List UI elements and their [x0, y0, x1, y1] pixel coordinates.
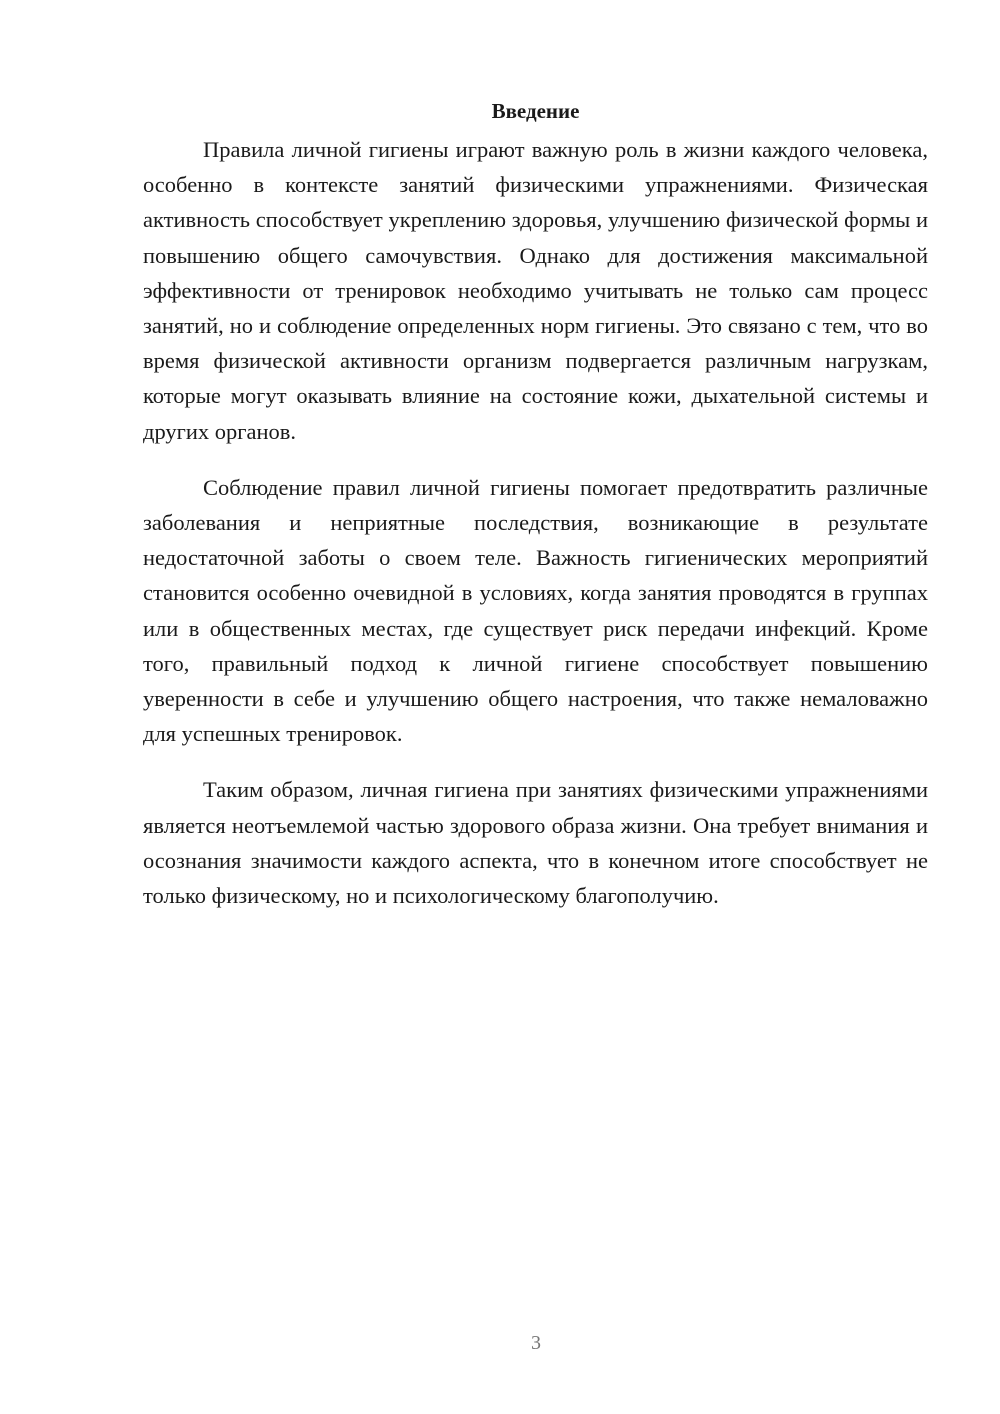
page-content [143, 96, 928, 934]
paragraph-3: Таким образом, личная гигиена при занятиях физическими упражнениями является неотъемлемой частью здорового образа жизни. Она требует внимания и осознания значимости каждого аспекта, что в конечном итоге способствует не только физическому, но и психологическому благополучию. [143, 777, 928, 909]
section-heading: Введение [491, 99, 580, 123]
paragraph-2: Соблюдение правил личной гигиены помогает предотвратить различные заболевания и неприятные последствия, возникающие в результате недостаточной заботы о своем теле. Важность гигиенических мероприятий становится особенно очевидной в условиях, когда занятия проводятся в группах или в общественных местах, где существует риск передачи инфекций. Кроме того, правильный подход к личной гигиене способствует повышению уверенности в себе и улучшению общего настроения, что также немаловажно для успешных тренировок. [143, 474, 928, 747]
paragraph-1: Правила личной гигиены играют важную роль в жизни каждого человека, особенно в контексте занятий физическими упражнениями. Физическая активность способствует укреплению здоровья, улучшению физической формы и повышению общего самочувствия. Однако для достижения максимальной эффективности от тренировок необходимо учитывать не только сам процесс занятий, но и соблюдение определенных норм гигиены. Это связано с тем, что во время физической активности организм подвергается различным нагрузкам, которые могут оказывать влияние на состояние кожи, дыхательной системы и других органов. [143, 137, 928, 444]
page-number: 3 [531, 1332, 541, 1354]
